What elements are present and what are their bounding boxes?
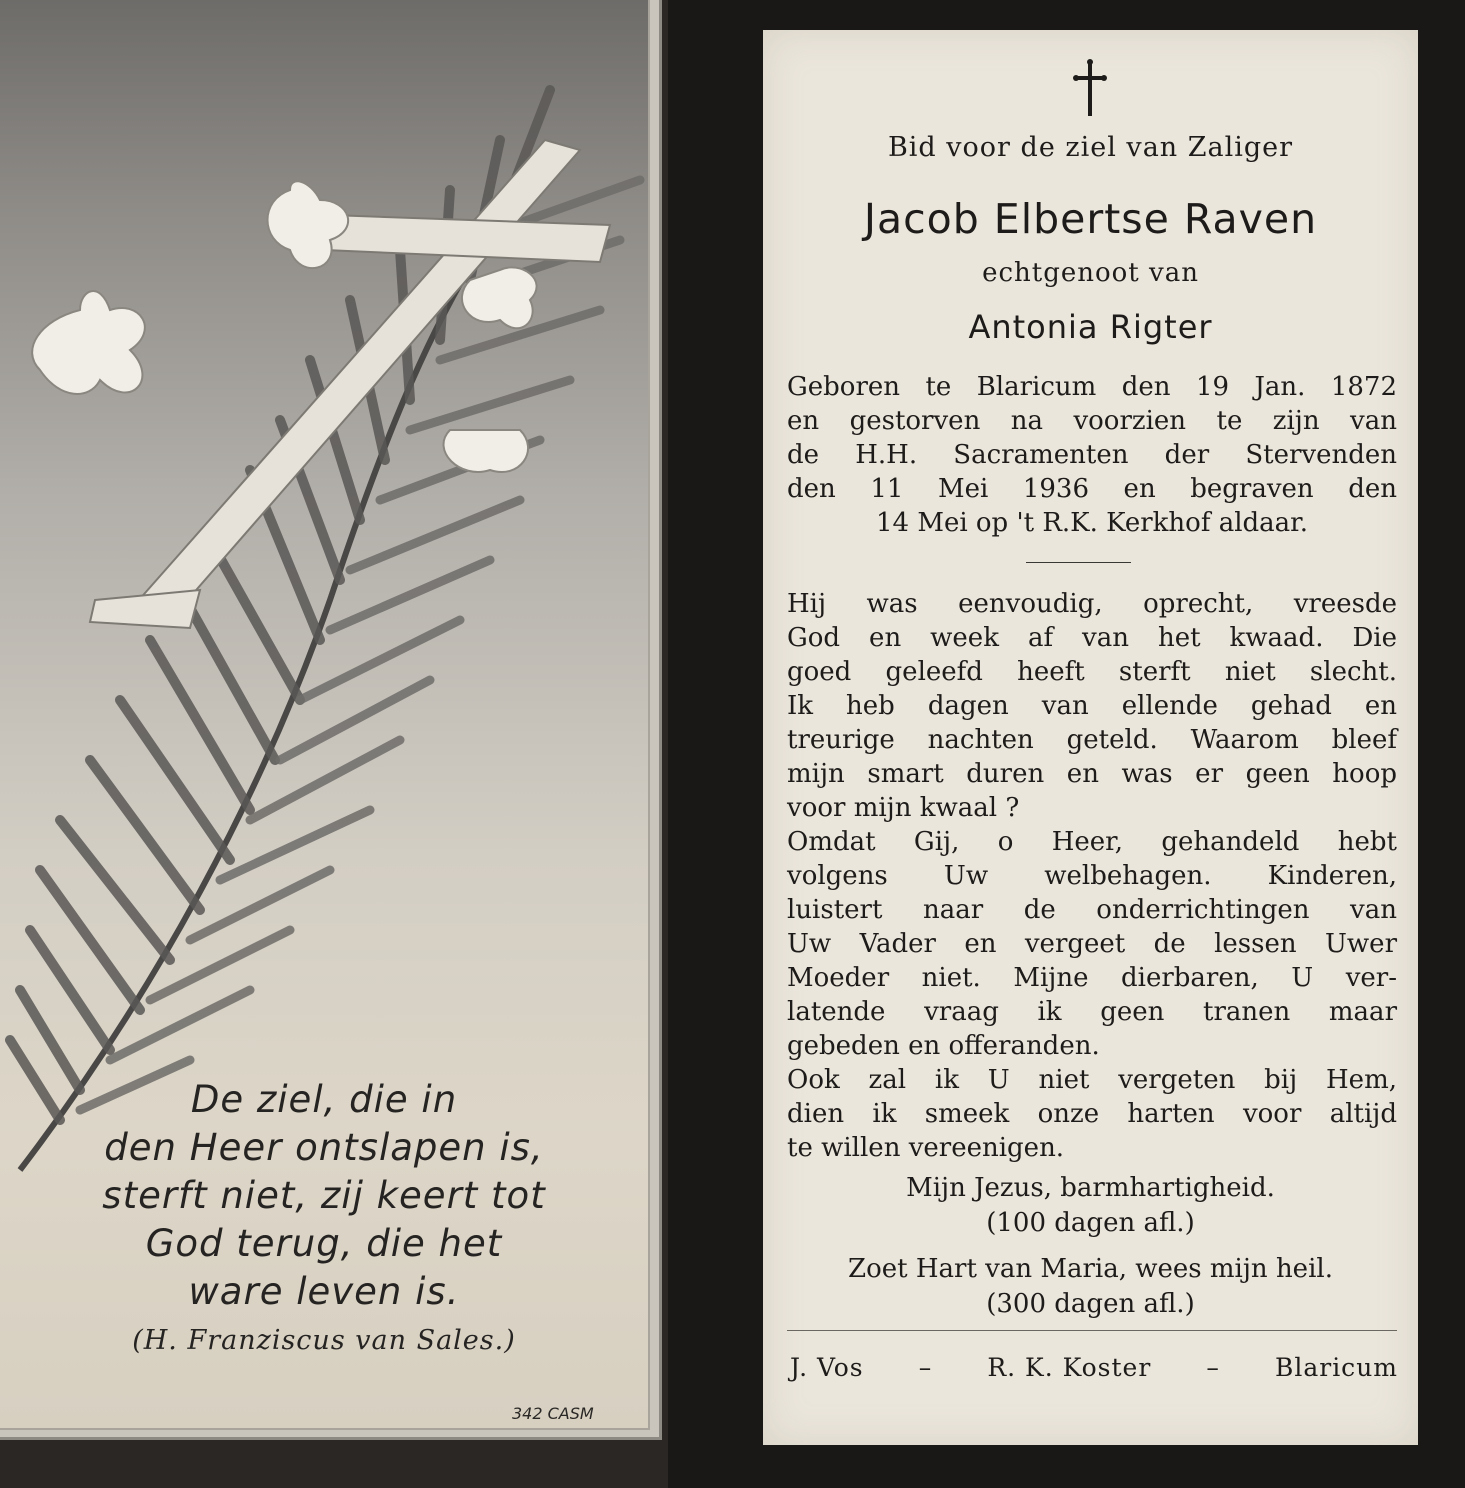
- bio-line: Geboren te Blaricum den 19 Jan. 1872: [787, 372, 1397, 402]
- print-code: 342 CASM: [512, 1404, 594, 1423]
- quote-line: De ziel, die in: [190, 1078, 458, 1121]
- text-line: Moeder niet. Mijne dierbaren, U ver-: [787, 963, 1397, 993]
- divider: [787, 1330, 1397, 1331]
- prayer-indulgence: (300 dagen afl.): [986, 1289, 1195, 1319]
- footer-separator: –: [918, 1353, 933, 1382]
- text-line: volgens Uw welbehagen. Kinderen,: [787, 861, 1397, 891]
- quote-line: den Heer ontslapen is,: [104, 1126, 544, 1169]
- bio-line: 14 Mei op 't R.K. Kerkhof aldaar.: [875, 508, 1309, 538]
- bio-line: de H.H. Sacramenten der Stervenden: [787, 440, 1397, 470]
- text-line: Uw Vader en vergeet de lessen Uwer: [787, 929, 1397, 959]
- deceased-name: Jacob Elbertse Raven: [863, 195, 1318, 243]
- footer: [790, 1353, 1398, 1382]
- memorial-text-card: [763, 30, 1418, 1445]
- text-line: gebeden en offeranden.: [787, 1031, 1100, 1061]
- text-line: Ik heb dagen van ellende gehad en: [787, 691, 1397, 721]
- quote-attribution: (H. Franziscus van Sales.): [132, 1325, 516, 1356]
- quote-line: God terug, die het: [145, 1222, 503, 1265]
- quote-line: ware leven is.: [188, 1270, 460, 1313]
- text-line: Ook zal ik U niet vergeten bij Hem,: [787, 1065, 1397, 1095]
- text-line: Hij was eenvoudig, oprecht, vreesde: [787, 589, 1397, 619]
- text-line: mijn smart duren en was er geen hoop: [787, 759, 1397, 789]
- quote-line: sterft niet, zij keert tot: [102, 1174, 546, 1217]
- prayer-text: Zoet Hart van Maria, wees mijn heil.: [848, 1254, 1333, 1284]
- bio-line: en gestorven na voorzien te zijn van: [787, 406, 1397, 436]
- cross-icon: [1070, 58, 1110, 118]
- prayer-indulgence: (100 dagen afl.): [986, 1208, 1195, 1238]
- devotional-image: [0, 0, 650, 1430]
- text-line: latende vraag ik geen tranen maar: [787, 997, 1397, 1027]
- left-panel: [0, 0, 668, 1488]
- text-line: treurige nachten geteld. Waarom bleef: [787, 725, 1397, 755]
- divider: [1026, 562, 1131, 563]
- footer-item: R. K. Koster: [987, 1353, 1152, 1382]
- spouse-name: Antonia Rigter: [968, 308, 1213, 346]
- text-line: God en week af van het kwaad. Die: [787, 623, 1397, 653]
- text-line: Omdat Gij, o Heer, gehandeld hebt: [787, 827, 1397, 857]
- footer-separator: –: [1206, 1353, 1220, 1382]
- text-line: te willen vereenigen.: [787, 1133, 1065, 1163]
- footer-item: Blaricum: [1274, 1353, 1398, 1382]
- text-line: dien ik smeek onze harten voor altijd: [787, 1099, 1397, 1129]
- prayer-text: Mijn Jezus, barmhartigheid.: [906, 1173, 1275, 1203]
- text-line: voor mijn kwaal ?: [787, 793, 1020, 823]
- heading: Bid voor de ziel van Zaliger: [887, 132, 1294, 163]
- spouse-label: echtgenoot van: [982, 258, 1199, 288]
- text-line: goed geleefd heeft sterft niet slecht.: [787, 657, 1397, 687]
- devotional-image-card: [0, 0, 662, 1440]
- bio-line: den 11 Mei 1936 en begraven den: [787, 474, 1397, 504]
- cross-and-palm-illustration: [0, 0, 648, 1200]
- text-line: luistert naar de onderrichtingen van: [787, 895, 1397, 925]
- footer-item: J. Vos: [790, 1353, 864, 1382]
